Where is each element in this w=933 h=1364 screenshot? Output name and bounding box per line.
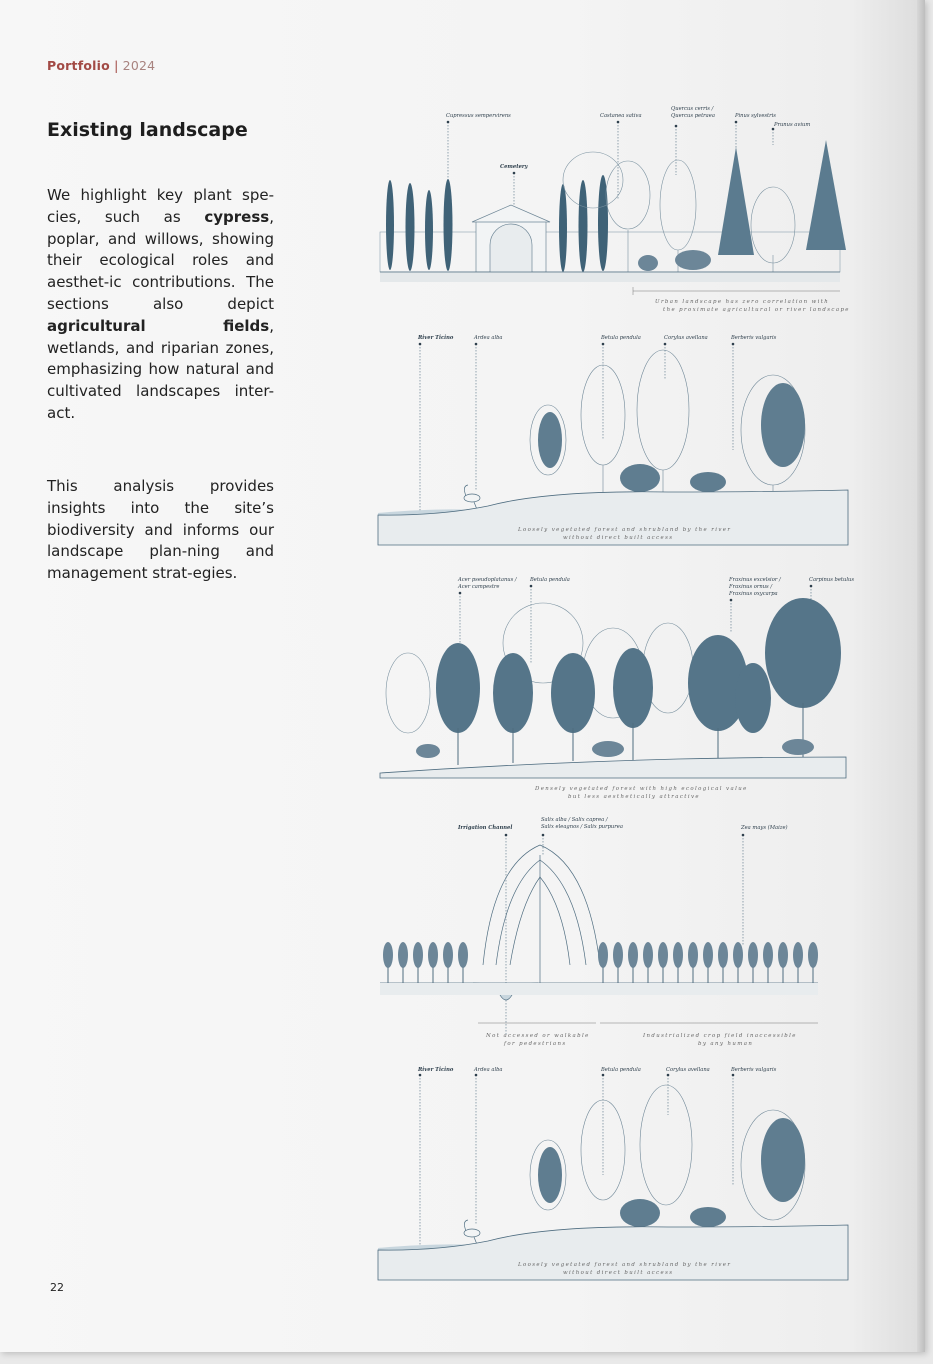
section-title: Existing landscape xyxy=(47,119,248,141)
caption-urban-2: the proximate agricultural or river landscape xyxy=(663,307,850,313)
maize-leaves xyxy=(458,942,468,968)
maize-leaves xyxy=(443,942,453,968)
intro-bold-cypress: cypress xyxy=(204,207,270,226)
label-pinus: Pinus sylvestris xyxy=(735,113,776,119)
section-agriculture xyxy=(378,815,848,1055)
maize-rows xyxy=(383,942,818,983)
section-urban-landscape xyxy=(378,105,848,315)
section-agriculture-drawing xyxy=(378,815,848,1055)
label-salix-1: Salix alba / Salix caprea / xyxy=(541,817,608,823)
analysis-paragraph: This analysis provides insights into the site’s biodiversity and informs our landscape plan-ning and management strat-egies. xyxy=(47,477,274,583)
running-header xyxy=(47,58,155,73)
caption-riparian-repeat-2: without direct built access xyxy=(563,1270,674,1276)
maize-leaves xyxy=(628,942,638,968)
label-corylus: Corylus avellana xyxy=(664,335,708,341)
label-betula-dense: Betula pendula xyxy=(530,577,570,583)
label-berberis: Berberis vulgaris xyxy=(731,335,777,341)
label-salix-2: Salix eleagnos / Salix purpurea xyxy=(541,824,623,830)
label-fraxinus-3: Fraxinus oxycarpa xyxy=(729,591,778,597)
label-berberis-2: Berberis vulgaris xyxy=(731,1067,777,1073)
binding-edge xyxy=(917,0,925,1352)
label-cupressus: Cupressus sempervirens xyxy=(446,113,511,119)
intro-text-2: , poplar, and willows, showing their ecological roles and aesthet-ic contributions. The sections also depict xyxy=(47,207,274,313)
caption-crop-1: Industrialized crop field inaccessible xyxy=(643,1033,797,1039)
label-acer-2: Acer campestre xyxy=(458,584,500,590)
label-ardea-2: Ardea alba xyxy=(474,1067,503,1073)
maize-leaves xyxy=(763,942,773,968)
section-riparian-repeat xyxy=(378,1065,848,1280)
section-riparian xyxy=(378,330,848,545)
label-corylus-2: Corylus avellana xyxy=(666,1067,710,1073)
section-dense-forest xyxy=(378,573,854,803)
page-number: 22 xyxy=(50,1281,64,1294)
label-quercus-1: Quercus cerris / xyxy=(671,106,714,112)
label-fraxinus-2: Fraxinus ornus / xyxy=(729,584,773,590)
caption-crop-2: by any human xyxy=(698,1041,754,1047)
caption-riparian-repeat-1: Loosely vegetated forest and shrubland by the river xyxy=(518,1262,732,1268)
caption-channel-2: for pedestrians xyxy=(504,1041,567,1047)
maize-leaves xyxy=(673,942,683,968)
maize-leaves xyxy=(613,942,623,968)
section-riparian-repeat-drawing xyxy=(378,1065,848,1280)
maize-leaves xyxy=(703,942,713,968)
label-betula: Betula pendula xyxy=(601,335,641,341)
label-river-ticino-2: River Ticino xyxy=(418,1067,454,1073)
maize-leaves xyxy=(413,942,423,968)
maize-leaves xyxy=(748,942,758,968)
maize-leaves xyxy=(598,942,608,968)
maize-leaves xyxy=(808,942,818,968)
label-quercus-2: Quercus petraea xyxy=(671,113,715,119)
caption-channel-1: Not accessed or walkable xyxy=(486,1033,590,1039)
header-year: 2024 xyxy=(122,58,156,73)
maize-leaves xyxy=(383,942,393,968)
label-zea-mays: Zea mays (Maize) xyxy=(741,825,788,831)
maize-leaves xyxy=(733,942,743,968)
maize-leaves xyxy=(688,942,698,968)
maize-leaves xyxy=(398,942,408,968)
maize-leaves xyxy=(718,942,728,968)
maize-leaves xyxy=(778,942,788,968)
intro-paragraph xyxy=(47,185,274,425)
caption-dense-1: Densely vegetated forest with high ecological value xyxy=(535,786,748,792)
label-acer-1: Acer pseudoplatanus / xyxy=(458,577,517,583)
maize-leaves xyxy=(428,942,438,968)
intro-bold-fields: agricultural fields xyxy=(47,316,270,335)
label-carpinus: Carpinus betulus xyxy=(809,577,854,583)
intro-text-1: We highlight key plant spe-cies, such as xyxy=(47,186,274,226)
label-cemetery: Cemetery xyxy=(500,164,528,170)
intro-text-3: , wetlands, and riparian zones, emphasizing how natural and cultivated landscapes inter-act. xyxy=(47,316,274,422)
label-river-ticino: River Ticino xyxy=(418,335,454,341)
label-castanea: Castanea sativa xyxy=(600,113,642,119)
label-prunus: Prunus avium xyxy=(774,122,811,128)
label-irrigation-channel: Irrigation Channel xyxy=(458,825,513,831)
caption-dense-2: but less aesthetically attractive xyxy=(568,794,700,800)
header-brand: Portfolio xyxy=(47,58,110,73)
maize-leaves xyxy=(658,942,668,968)
caption-riparian-1: Loosely vegetated forest and shrubland by the river xyxy=(518,527,732,533)
caption-riparian-2: without direct built access xyxy=(563,535,674,541)
section-dense-forest-drawing xyxy=(378,573,854,803)
label-betula-2: Betula pendula xyxy=(601,1067,641,1073)
header-separator: | xyxy=(114,58,119,73)
section-riparian-drawing xyxy=(378,330,848,545)
label-fraxinus-1: Fraxinus excelsior / xyxy=(729,577,781,583)
maize-leaves xyxy=(643,942,653,968)
maize-leaves xyxy=(793,942,803,968)
section-urban-drawing xyxy=(378,105,848,315)
caption-urban-1: Urban landscape has zero correlation with xyxy=(655,299,830,305)
label-ardea: Ardea alba xyxy=(474,335,503,341)
